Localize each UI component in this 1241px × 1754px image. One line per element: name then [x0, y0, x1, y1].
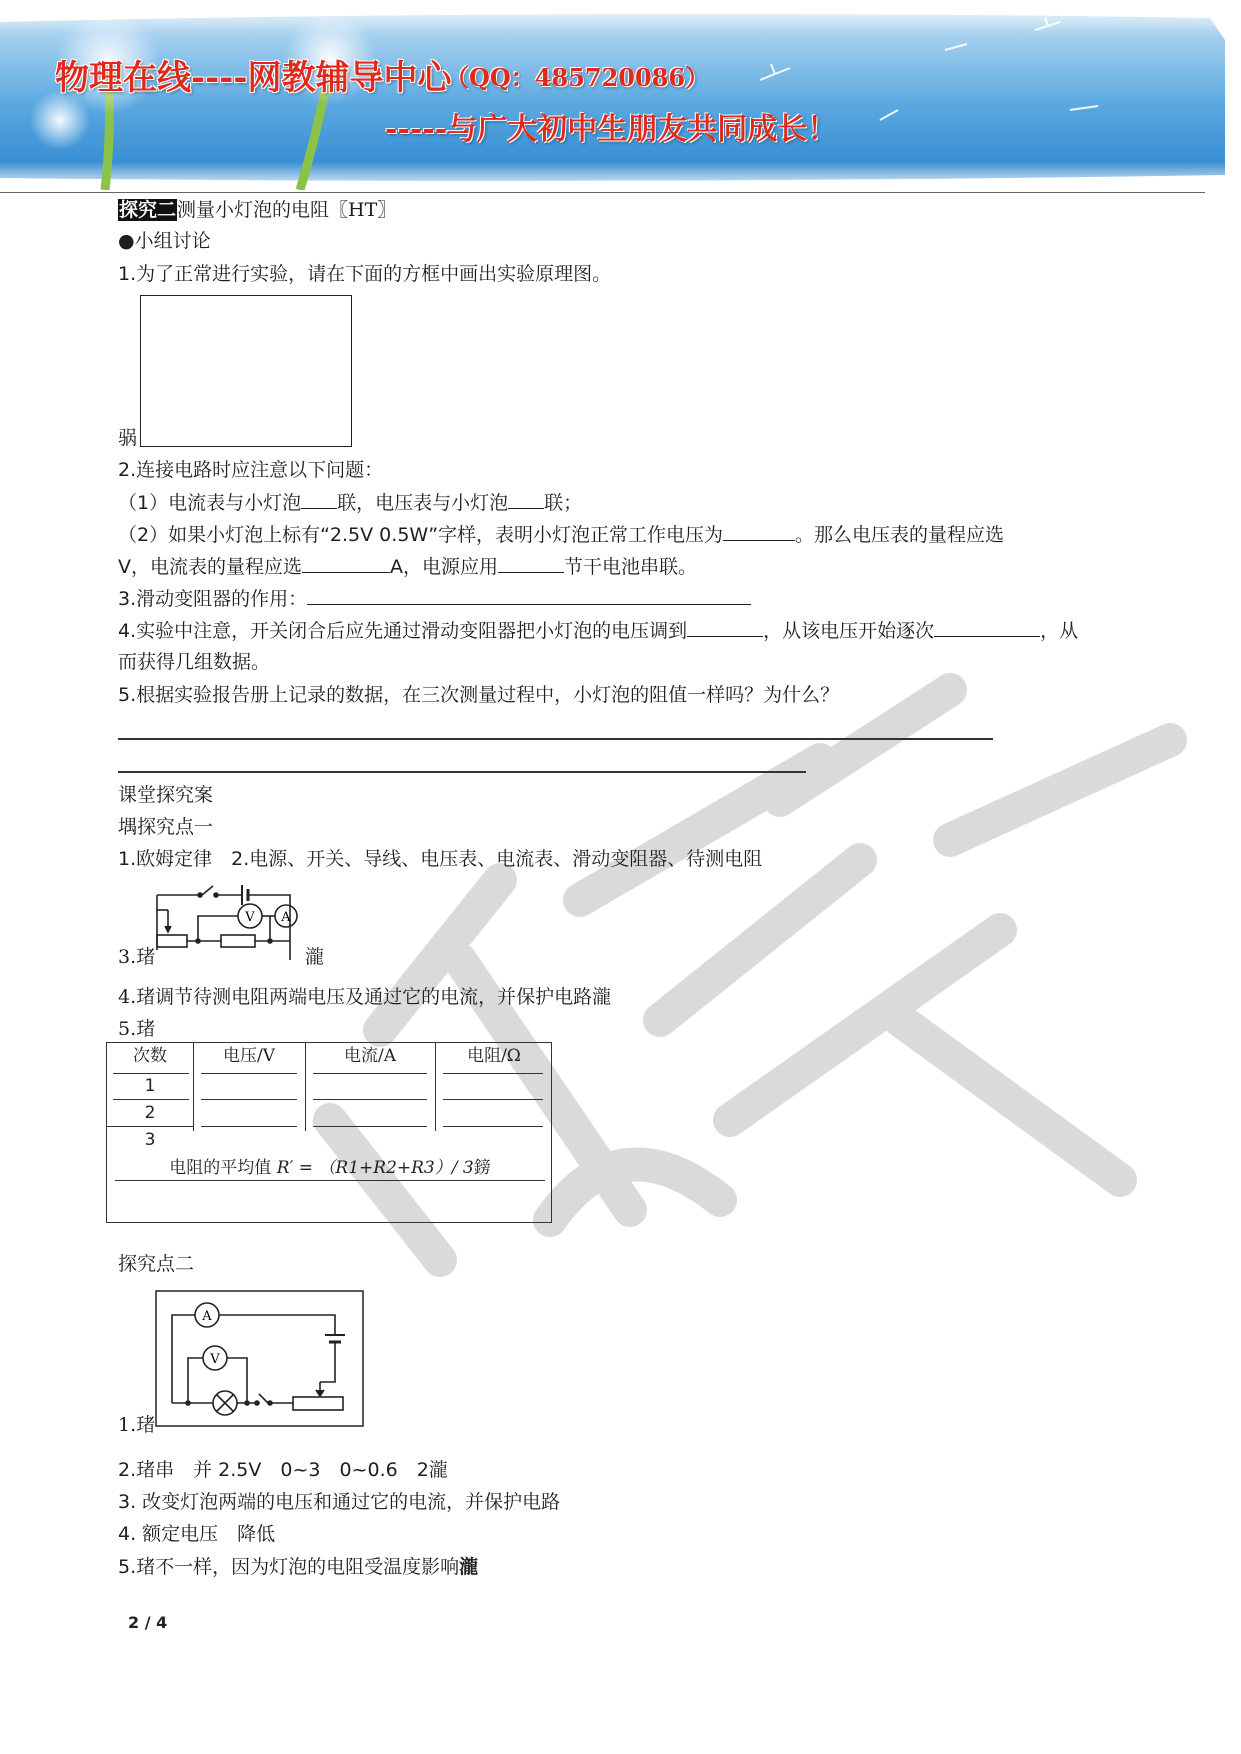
- table-rule: [107, 1126, 193, 1127]
- header-voltage: 电压/V: [222, 1046, 275, 1066]
- header-banner: [0, 0, 1241, 190]
- q2-1-blank-b[interactable]: [508, 490, 544, 509]
- point-2-heading: 探究点二: [118, 1253, 195, 1275]
- header-resistance: 电阻/Ω: [467, 1046, 521, 1066]
- q2-2-text-b: 。那么电压表的量程应选: [795, 524, 1005, 546]
- answers-heading: 课堂探究案: [118, 784, 214, 806]
- question-2: 2.连接电路时应注意以下问题：: [118, 459, 384, 481]
- header-current: 电流/A: [343, 1046, 396, 1066]
- answer-line-1[interactable]: [118, 738, 993, 740]
- answer-1-2: 1.欧姆定律 2.电源、开关、导线、电压表、电流表、滑动变阻器、待测电阻: [118, 848, 763, 870]
- drawing-box: [140, 295, 352, 447]
- average-resistance: [107, 1153, 553, 1178]
- header-count: 次数: [133, 1046, 167, 1066]
- q4-blank-a[interactable]: [687, 618, 763, 637]
- question-5: 5.根据实验报告册上记录的数据，在三次测量过程中，小灯泡的阻值一样吗？为什么？: [118, 684, 840, 706]
- q3-blank[interactable]: [307, 586, 751, 605]
- q4-text-b: ，从该电压开始逐次: [763, 620, 935, 642]
- answer-b3: 3. 改变灯泡两端的电压和通过它的电流，并保护电路: [118, 1491, 561, 1513]
- row-1-count: 1: [144, 1076, 156, 1096]
- answer-b5-text: 5.琽不一样，因为灯泡的电阻受温度影响: [118, 1556, 460, 1578]
- point-1-heading: 堣探究点一: [118, 816, 214, 838]
- q2-2-text-d: A，电源应用: [390, 556, 498, 578]
- circuit-diagram-2: [155, 1290, 365, 1430]
- avg-formula: R′ = （R1+R2+R3）/ 3: [276, 1158, 474, 1178]
- q3-text: 3.滑动变阻器的作用：: [118, 588, 308, 610]
- table-rule: [115, 1180, 545, 1181]
- question-4-cont: 而获得几组数据。: [118, 651, 271, 673]
- table-rule: [313, 1073, 427, 1074]
- page-number: 2 / 4: [128, 1613, 168, 1632]
- group-discussion: ●小组讨论: [118, 230, 211, 252]
- q2-1-text-a: （1）电流表与小灯泡: [118, 492, 302, 514]
- table-rule: [201, 1099, 297, 1100]
- q2-1-text-b: 联，电压表与小灯泡: [337, 492, 509, 514]
- q2-2-blank-current[interactable]: [302, 554, 390, 573]
- answer-line-2[interactable]: [118, 771, 806, 773]
- avg-prefix: 电阻的平均值: [169, 1158, 277, 1178]
- table-rule: [443, 1073, 543, 1074]
- answer-3-prefix: 3.琽: [118, 946, 156, 968]
- ammeter-label-2: A: [202, 1309, 212, 1324]
- voltmeter-label-2: V: [210, 1352, 220, 1367]
- stray-glyph: 䯄: [118, 427, 138, 449]
- section-title: 测量小灯泡的电阻〖HT〗: [177, 199, 397, 221]
- q4-blank-b[interactable]: [934, 618, 1040, 637]
- section-label: 探究二: [119, 199, 177, 221]
- answer-b5: [118, 1555, 478, 1579]
- answer-b5-end: 瀧: [459, 1556, 479, 1578]
- results-table: [106, 1042, 552, 1223]
- q2-1-text-c: 联；: [544, 492, 583, 514]
- ammeter-label-1: A: [281, 910, 291, 925]
- question-2-2-cont: [118, 554, 697, 579]
- answer-5: 5.琽: [118, 1018, 156, 1040]
- table-rule: [443, 1099, 543, 1100]
- q2-2-blank-voltage[interactable]: [723, 522, 795, 541]
- q2-1-blank-a[interactable]: [301, 490, 337, 509]
- answer-b2: 2.琽串 并 2.5V 0~3 0~0.6 2瀧: [118, 1459, 448, 1481]
- table-rule: [201, 1126, 297, 1127]
- q2-2-blank-cells[interactable]: [498, 554, 564, 573]
- answer-b1: 1.琽: [118, 1414, 156, 1436]
- banner-qq: （QQ：485720086）: [445, 63, 710, 92]
- row-2-count: 2: [144, 1103, 156, 1123]
- table-rule: [201, 1073, 297, 1074]
- table-rule: [313, 1126, 427, 1127]
- question-3: [118, 586, 751, 611]
- section-heading: [118, 198, 396, 222]
- question-1: 1.为了正常进行实验，请在下面的方框中画出实验原理图。: [118, 263, 612, 285]
- q2-2-text-a: （2）如果小灯泡上标有“2.5V 0.5W”字样，表明小灯泡正常工作电压为: [118, 524, 724, 546]
- table-rule: [113, 1099, 189, 1100]
- question-2-1: [118, 490, 582, 515]
- answer-4: 4.琽调节待测电阻两端电压及通过它的电流，并保护电路瀧: [118, 986, 612, 1008]
- q2-2-text-c: V，电流表的量程应选: [118, 556, 302, 578]
- avg-suffix: 鎊: [473, 1158, 491, 1178]
- circuit-diagram-1: [150, 880, 310, 960]
- q2-2-text-e: 节干电池串联。: [564, 556, 698, 578]
- banner-title: 物理在线----网教辅导中心: [55, 58, 452, 98]
- table-rule: [313, 1099, 427, 1100]
- header-divider: [0, 192, 1205, 193]
- voltmeter-label-1: V: [245, 910, 255, 925]
- banner-slogan: -----与广大初中生朋友共同成长！: [385, 112, 838, 147]
- row-3-count: 3: [144, 1130, 156, 1150]
- table-rule: [443, 1126, 543, 1127]
- question-4: [118, 618, 1078, 643]
- answer-3-suffix: 瀧: [305, 946, 325, 968]
- q4-text-c: ，从: [1040, 620, 1079, 642]
- answer-b4: 4. 额定电压 降低: [118, 1523, 276, 1545]
- q4-text-a: 4.实验中注意，开关闭合后应先通过滑动变阻器把小灯泡的电压调到: [118, 620, 688, 642]
- question-2-2: [118, 522, 1004, 547]
